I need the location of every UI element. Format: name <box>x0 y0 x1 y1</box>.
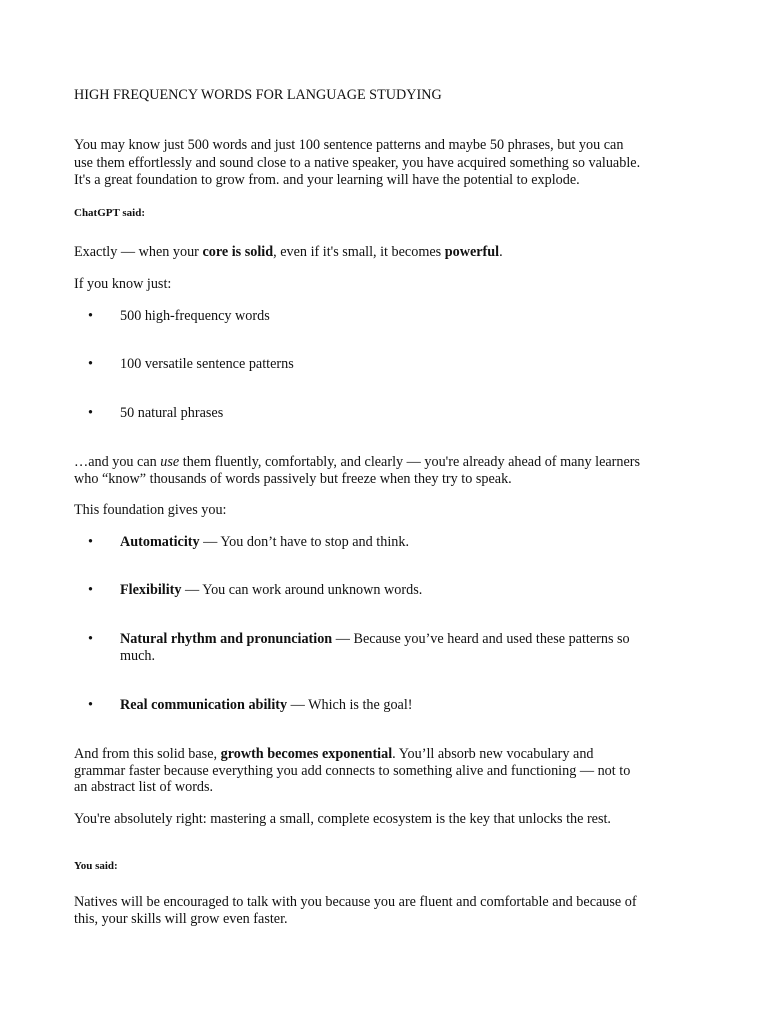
list-item-text: 500 high-frequency words <box>120 308 270 324</box>
use-italic: use <box>160 454 180 470</box>
growth-paragraph-line-2: grammar faster because everything you add connects to something alive and functioning — not to <box>74 763 631 779</box>
list-item-text-continued: much. <box>120 648 156 664</box>
bullet-icon: • <box>88 582 93 598</box>
list-item-text <box>120 534 700 551</box>
exactly-bold-core: core is solid <box>202 244 274 260</box>
growth-text-pre: And from this solid base, <box>74 746 221 762</box>
bullet-icon: • <box>88 405 93 421</box>
list-item-text: 100 versatile sentence patterns <box>120 356 294 372</box>
list-item-rest: — You can work around unknown words. <box>181 582 423 598</box>
foundation-gives-text: This foundation gives you: <box>74 502 227 518</box>
use-text-post: them fluently, comfortably, and clearly — you're already ahead of many learners <box>179 454 641 470</box>
list-item-text: 50 natural phrases <box>120 405 224 421</box>
intro-line-2: use them effortlessly and sound close to a native speaker, you have acquired something so valuable. <box>74 155 641 171</box>
bullet-icon: • <box>88 356 93 372</box>
you-said-label: You said: <box>74 860 118 872</box>
exactly-text-post: . <box>499 244 503 260</box>
right-paragraph: You're absolutely right: mastering a small, complete ecosystem is the key that unlocks the rest. <box>74 811 611 827</box>
bullet-icon: • <box>88 631 93 647</box>
exactly-text-pre: Exactly — when your <box>74 244 203 260</box>
intro-line-3: It's a great foundation to grow from. and your learning will have the potential to explode. <box>74 172 580 188</box>
growth-paragraph-line-1 <box>74 746 704 763</box>
list-item-bold: Real communication ability <box>120 697 288 713</box>
list-item-text <box>120 582 700 599</box>
growth-paragraph-line-3: an abstract list of words. <box>74 779 214 795</box>
list-item-rest: — Because you’ve heard and used these patterns so <box>332 631 630 647</box>
if-you-know-text: If you know just: <box>74 276 172 292</box>
growth-text-post: . You’ll absorb new vocabulary and <box>392 746 594 762</box>
exactly-text-mid: , even if it's small, it becomes <box>273 244 445 260</box>
natives-line-1: Natives will be encouraged to talk with you because you are fluent and comfortable and because of <box>74 894 637 910</box>
bullet-icon: • <box>88 697 93 713</box>
list-item-text <box>120 697 700 714</box>
use-paragraph-line-2: who “know” thousands of words passively but freeze when they try to speak. <box>74 471 512 487</box>
bullet-icon: • <box>88 308 93 324</box>
document-title: HIGH FREQUENCY WORDS FOR LANGUAGE STUDYING <box>74 87 442 103</box>
use-text-pre: …and you can <box>74 454 161 470</box>
intro-line-1: You may know just 500 words and just 100 sentence patterns and maybe 50 phrases, but you can <box>74 137 624 153</box>
bullet-icon: • <box>88 534 93 550</box>
natives-line-2: this, your skills will grow even faster. <box>74 911 288 927</box>
chatgpt-said-label: ChatGPT said: <box>74 207 146 219</box>
list-item-bold: Natural rhythm and pronunciation <box>120 631 333 647</box>
use-paragraph-line-1 <box>74 454 704 471</box>
list-item-rest: — You don’t have to stop and think. <box>199 534 409 550</box>
list-item-text <box>120 631 700 648</box>
exactly-bold-powerful: powerful <box>444 244 500 260</box>
exactly-paragraph <box>74 244 704 261</box>
list-item-bold: Flexibility <box>120 582 182 598</box>
list-item-bold: Automaticity <box>120 534 200 550</box>
growth-bold: growth becomes exponential <box>220 746 393 762</box>
list-item-rest: — Which is the goal! <box>287 697 413 713</box>
